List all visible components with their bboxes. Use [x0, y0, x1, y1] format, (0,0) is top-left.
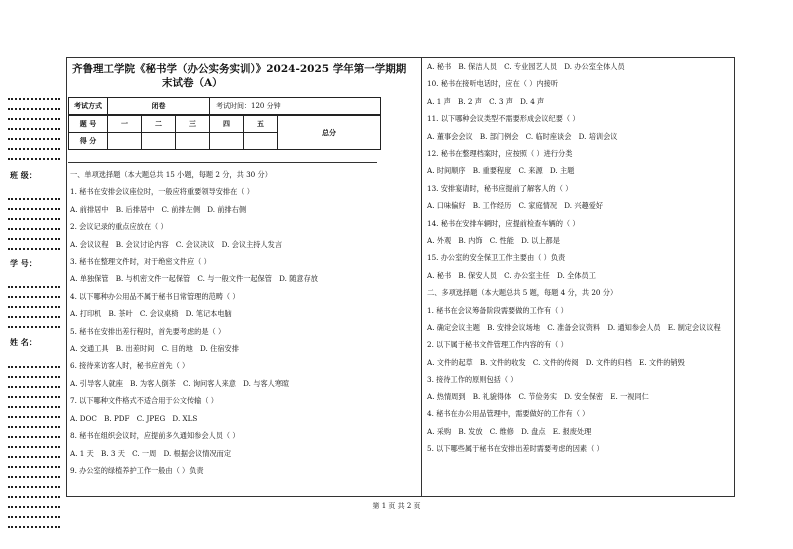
- question-line: 12. 秘书在整理档案时，应按照（ ）进行分类: [427, 149, 573, 159]
- question-line: A. 交通工具 B. 出差时间 C. 目的地 D. 住宿安排: [70, 344, 239, 354]
- class-label: 班 级：: [10, 170, 37, 180]
- right-question-column: [427, 58, 729, 458]
- question-line: 8. 秘书在组织会议时，应提前多久通知参会人员（ ）: [70, 431, 240, 441]
- question-line: 3. 接待工作的原则包括（ ）: [427, 374, 518, 384]
- question-line: 二、多项选择题（本大题总共 5 题，每题 4 分，共 20 分）: [427, 288, 618, 298]
- name-label: 姓 名：: [10, 337, 37, 347]
- score-cell: [210, 133, 244, 150]
- score-cell: [176, 133, 210, 150]
- question-line: A. 秘书 B. 保安人员 C. 办公室主任 D. 全体员工: [427, 270, 596, 280]
- question-line: 3. 秘书在整理文件时，对于绝密文件应（ ）: [70, 257, 211, 267]
- question-line: A. 外观 B. 内饰 C. 性能 D. 以上都是: [427, 236, 560, 246]
- question-line: A. 确定会议主题 B. 安排会议场地 C. 准备会议资料 D. 通知参会人员 E. 制定会议议程: [427, 323, 721, 333]
- question-col-2: 二: [142, 115, 176, 133]
- question-line: 11. 以下哪种会议类型不需要形成会议纪要（ ）: [427, 114, 580, 124]
- question-line: 一、单项选择题（本大题总共 15 小题，每题 2 分，共 30 分）: [70, 170, 272, 179]
- question-line: 1. 秘书在安排会议座位时，一般应将重要领导安排在（ ）: [70, 187, 254, 197]
- question-line: 5. 秘书在安排出差行程时，首先要考虑的是（ ）: [70, 326, 226, 336]
- question-line: 10. 秘书在接听电话时，应在（ ）内接听: [427, 79, 559, 89]
- question-line: A. DOC B. PDF C. JPEG D. XLS: [70, 413, 198, 423]
- score-table: [68, 97, 381, 150]
- question-line: A. 1 声 B. 2 声 C. 3 声 D. 4 声: [427, 96, 545, 106]
- question-line: 4. 以下哪种办公用品不属于秘书日常管理的范畴（ ）: [70, 291, 240, 301]
- exam-time: 考试时间：120 分钟: [210, 98, 381, 116]
- question-line: A. 口味偏好 B. 工作经历 C. 家庭情况 D. 兴趣爱好: [427, 201, 604, 211]
- question-line: A. 单独保管 B. 与机密文件一起保管 C. 与一般文件一起保管 D. 随意存放: [70, 274, 318, 284]
- student-id-label: 学 号：: [10, 258, 37, 268]
- total-label: 总分: [278, 115, 381, 149]
- score-label: 得 分: [69, 133, 108, 150]
- question-line: A. 打印机 B. 茶叶 C. 会议桌椅 D. 笔记本电脑: [70, 309, 232, 319]
- score-cell: [142, 133, 176, 150]
- left-question-column: [70, 166, 415, 479]
- question-col-1: 一: [108, 115, 142, 133]
- question-line: 15. 办公室的安全保卫工作主要由（ ）负责: [427, 253, 566, 263]
- question-line: A. 引导客人就座 B. 为客人倒茶 C. 询问客人来意 D. 与客人寒暄: [70, 378, 290, 388]
- exam-title-line1: 齐鲁理工学院《秘书学（办公实务实训）》2024-2025 学年第一学期期: [72, 63, 407, 75]
- question-line: 1. 秘书在会议筹备阶段需要做的工作有（ ）: [427, 305, 568, 315]
- question-no-label: 题 号: [69, 115, 108, 133]
- exam-title: [72, 62, 412, 90]
- question-line: 6. 接待来访客人时，秘书应首先（ ）: [70, 361, 190, 371]
- exam-title-line2: 末试卷（A）: [162, 77, 223, 89]
- question-line: 7. 以下哪种文件格式不适合用于公文传输（ ）: [70, 396, 218, 406]
- column-divider: [421, 58, 422, 496]
- question-col-4: 四: [210, 115, 244, 133]
- question-line: A. 热情周到 B. 礼貌得体 C. 节俭务实 D. 安全保密 E. 一视同仁: [427, 391, 649, 401]
- question-line: A. 董事会会议 B. 部门例会 C. 临时座谈会 D. 培训会议: [427, 131, 618, 141]
- question-col-3: 三: [176, 115, 210, 133]
- exam-form-label: 考试方式: [69, 98, 108, 116]
- question-line: 4. 秘书在办公用品管理中，需要做好的工作有（ ）: [427, 409, 590, 419]
- question-line: 5. 以下哪些属于秘书在安排出差时需要考虑的因素（ ）: [427, 444, 604, 454]
- question-line: A. 采购 B. 发放 C. 维修 D. 盘点 E. 报废处理: [427, 426, 592, 436]
- question-line: A. 时间顺序 B. 重要程度 C. 来源 D. 主题: [427, 166, 575, 176]
- question-line: A. 秘书 B. 保洁人员 C. 专业园艺人员 D. 办公室全体人员: [427, 62, 625, 71]
- page-footer: 第 1 页 共 2 页: [372, 502, 421, 510]
- question-col-5: 五: [244, 115, 278, 133]
- question-line: 9. 办公室的绿植养护工作一般由（ ）负责: [70, 465, 204, 475]
- score-cell: [108, 133, 142, 150]
- question-line: A. 1 天 B. 3 天 C. 一周 D. 根据会议情况而定: [70, 448, 232, 458]
- question-line: 13. 安排宴请时，秘书应提前了解客人的（ ）: [427, 183, 573, 193]
- section-rule: [68, 162, 377, 163]
- score-cell: [244, 133, 278, 150]
- question-line: A. 前排居中 B. 后排居中 C. 前排左侧 D. 前排右侧: [70, 204, 247, 214]
- exam-form-value: 闭卷: [108, 98, 210, 116]
- question-line: 2. 以下属于秘书文件管理工作内容的有（ ）: [427, 340, 568, 350]
- question-line: A. 文件的起草 B. 文件的收发 C. 文件的传阅 D. 文件的归档 E. 文件的销毁: [427, 357, 685, 367]
- question-line: 14. 秘书在安排车辆时，应提前检查车辆的（ ）: [427, 218, 580, 228]
- binding-margin: [8, 90, 60, 530]
- question-line: 2. 会议记录的重点应放在（ ）: [70, 222, 168, 232]
- question-line: A. 会议议程 B. 会议讨论内容 C. 会议决议 D. 会议主持人发言: [70, 239, 283, 249]
